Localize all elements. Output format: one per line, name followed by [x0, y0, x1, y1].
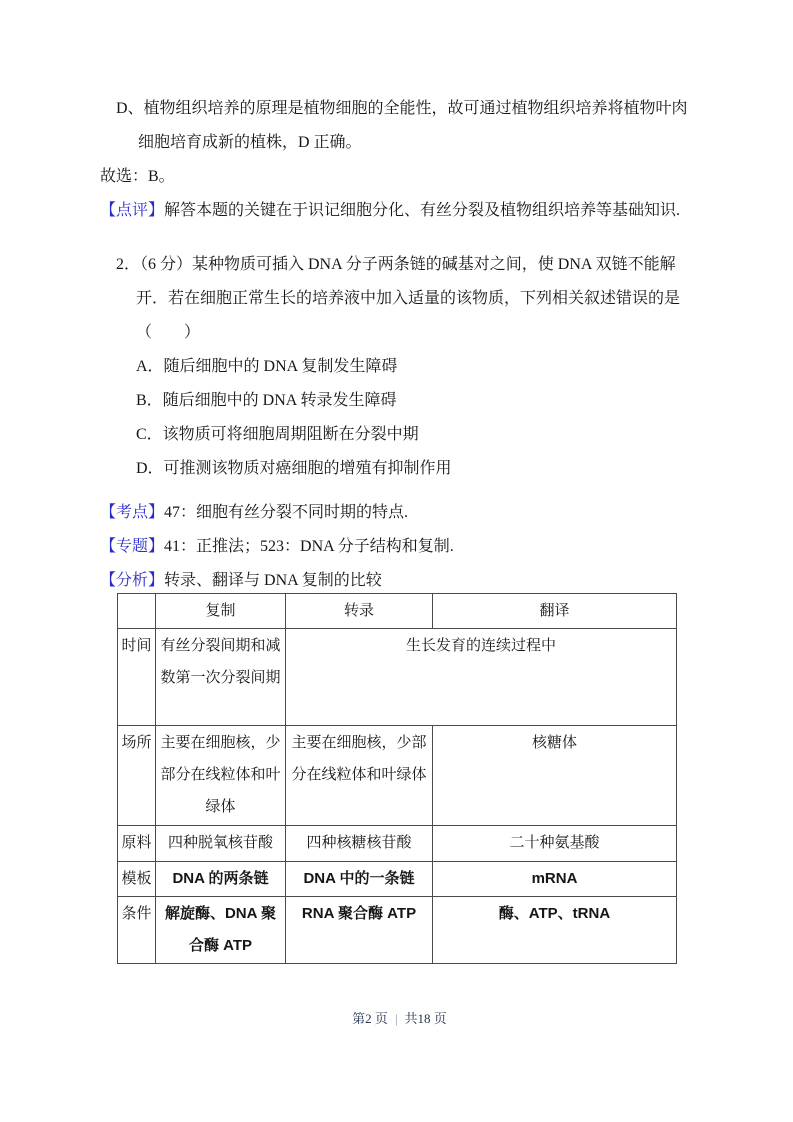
tag-zhuanti: [100, 530, 699, 564]
question-2-tags: [100, 496, 699, 598]
row-label-condition: 条件: [118, 897, 156, 964]
row-label-place: 场所: [118, 726, 156, 826]
cell-condition-replication: 解旋酶、DNA 聚合酶 ATP: [156, 897, 286, 964]
question-2-stem: 2．（6 分）某种物质可插入 DNA 分子两条链的碱基对之间，使 DNA 双链不能解开．若在细胞正常生长的培养液中加入适量的该物质，下列相关叙述错误的是（ ）: [116, 256, 681, 341]
footer-total-pages: 共18 页: [404, 1011, 447, 1026]
comment-label: 【点评】: [100, 202, 165, 219]
comment-text: 解答本题的关键在于识记细胞分化、有丝分裂及植物组织培养等基础知识.: [164, 202, 681, 219]
cell-material-transcription: 四种核糖核苷酸: [286, 826, 433, 862]
option-b: B．随后细胞中的 DNA 转录发生障碍: [136, 392, 397, 409]
cell-place-replication: 主要在细胞核，少部分在线粒体和叶绿体: [156, 726, 286, 826]
table-row-time: [118, 629, 677, 726]
cell-material-translation: 二十种氨基酸: [433, 826, 677, 862]
cell-place-translation: 核糖体: [433, 726, 677, 826]
row-label-template: 模板: [118, 862, 156, 897]
cell-material-replication: 四种脱氧核苷酸: [156, 826, 286, 862]
fenxi-text: 转录、翻译与 DNA 复制的比较: [164, 572, 382, 589]
header-corner-cell: [118, 594, 156, 629]
analysis-option-d: D、植物组织培养的原理是植物细胞的全能性，故可通过植物组织培养将植物叶肉细胞培育成新的植株，D 正确。: [116, 100, 688, 151]
option-c: C．该物质可将细胞周期阻断在分裂中期: [136, 426, 419, 443]
cell-time-transcription-translation: 生长发育的连续过程中: [286, 629, 677, 726]
cell-condition-translation: 酶、ATP、tRNA: [433, 897, 677, 964]
kaodian-text: 47：细胞有丝分裂不同时期的特点.: [164, 504, 409, 521]
table-row-condition: [118, 897, 677, 964]
comparison-table: [117, 593, 677, 964]
fenxi-label: 【分析】: [100, 572, 165, 589]
table-row-template: [118, 862, 677, 897]
tag-kaodian: [100, 496, 699, 530]
cell-condition-transcription: RNA 聚合酶 ATP: [286, 897, 433, 964]
cell-place-transcription: 主要在细胞核，少部分在线粒体和叶绿体: [286, 726, 433, 826]
footer-separator: |: [394, 1011, 398, 1026]
cell-template-transcription: DNA 中的一条链: [286, 862, 433, 897]
table-row-material: [118, 826, 677, 862]
cell-template-replication: DNA 的两条链: [156, 862, 286, 897]
table-row-place: [118, 726, 677, 826]
comment-paragraph: [100, 194, 699, 228]
page-footer: [100, 1009, 699, 1029]
cell-time-replication: 有丝分裂间期和减数第一次分裂间期: [156, 629, 286, 726]
option-a: A．随后细胞中的 DNA 复制发生障碍: [136, 358, 398, 375]
zhuanti-text: 41：正推法；523：DNA 分子结构和复制.: [164, 538, 454, 555]
option-d: D．可推测该物质对癌细胞的增殖有抑制作用: [136, 460, 452, 477]
row-label-material: 原料: [118, 826, 156, 862]
header-cell-replication: 复制: [156, 594, 286, 629]
table-header-row: [118, 594, 677, 629]
answer-conclusion: 故选：B。: [100, 168, 175, 185]
footer-page-number: 第2 页: [352, 1011, 388, 1026]
header-cell-transcription: 转录: [286, 594, 433, 629]
header-cell-translation: 翻译: [433, 594, 677, 629]
kaodian-label: 【考点】: [100, 504, 165, 521]
row-label-time: 时间: [118, 629, 156, 726]
cell-template-translation: mRNA: [433, 862, 677, 897]
question-2: [100, 248, 699, 486]
zhuanti-label: 【专题】: [100, 538, 165, 555]
